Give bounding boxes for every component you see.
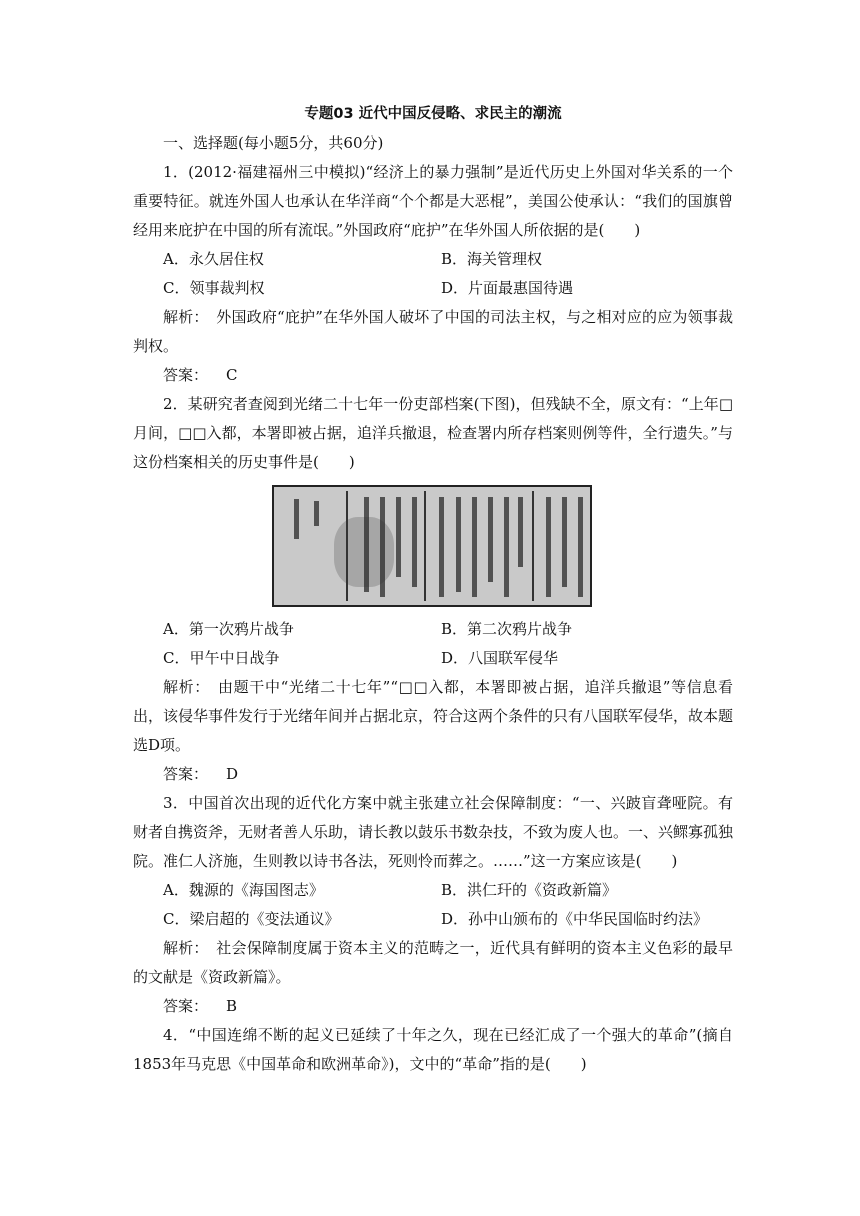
question-2-stem: 2．某研究者查阅到光绪二十七年一份吏部档案(下图)，但残缺不全，原文有：“上年□月间，□□入都，本署即被占据，追洋兵撤退，检查署内所存档案则例等件，全行遗失。”与这份档案相关的历史事件是( ) [133,395,733,471]
answer-label: 答案： [163,366,209,384]
ink-stroke [364,497,369,592]
option-b: B．洪仁玕的《资政新篇》 [441,881,618,899]
question-1-analysis: 解析： 外国政府“庇护”在华外国人破坏了中国的司法主权，与之相对应的应为领事裁判权。 [133,308,733,355]
answer-label: 答案： [163,997,209,1015]
ink-stroke [504,497,509,597]
question-1-answer [133,361,733,390]
option-b: B．第二次鸦片战争 [441,620,573,638]
question-2-options-row-1 [133,615,733,644]
ink-stroke [488,497,493,582]
ink-stroke [294,499,299,539]
section-heading: 一、选择题(每小题5分，共60分) [163,134,384,152]
question-3-options-row-1 [133,876,733,905]
ink-stroke [412,497,417,587]
column-rule [532,491,534,601]
page-title: 专题03 近代中国反侵略、求民主的潮流 [304,106,562,122]
option-d: D．孙中山颁布的《中华民国临时约法》 [441,910,709,928]
column-rule [424,491,426,601]
question-3-options-row-2 [133,905,733,934]
question-1-options-row-1 [133,245,733,274]
archive-document-image [272,485,592,607]
question-2-options-row-2 [133,644,733,673]
option-c: C．领事裁判权 [163,279,265,297]
answer-label: 答案： [163,765,209,783]
answer-value: D [226,765,239,783]
question-2-answer [133,760,733,789]
column-rule [346,491,348,601]
question-3-answer [133,992,733,1021]
question-3-stem: 3．中国首次出现的近代化方案中就主张建立社会保障制度：“一、兴跛盲聋哑院。有财者自携资斧，无财者善人乐助，请长教以鼓乐书数杂技，不致为废人也。一、兴鳏寡孤独院。准仁人济施，生则教以诗书各法，死则怜而葬之。……”这一方案应该是( ) [133,794,734,870]
question-1-options-row-2 [133,274,733,303]
question-2-analysis: 解析： 由题干中“光绪二十七年”“□□入都，本署即被占据，追洋兵撤退”等信息看出，该侵华事件发行于光绪年间并占据北京，符合这两个条件的只有八国联军侵华，故本题选D项。 [133,678,734,754]
ink-stroke [472,497,477,597]
document-body [133,100,733,1079]
ink-stroke [546,497,551,597]
question-3-analysis: 解析： 社会保障制度属于资本主义的范畴之一，近代具有鲜明的资本主义色彩的最早的文献是《资政新篇》。 [133,939,733,986]
ink-stroke [562,497,567,587]
option-a: A．永久居住权 [163,250,264,268]
answer-value: C [226,366,238,384]
ink-stroke [456,497,461,592]
answer-value: B [226,997,238,1015]
option-b: B．海关管理权 [441,250,543,268]
ink-stroke [518,497,523,567]
ink-stroke [578,497,583,597]
ink-stroke [396,497,401,577]
option-d: D．片面最惠国待遇 [441,279,574,297]
option-c: C．甲午中日战争 [163,649,280,667]
option-a: A．魏源的《海国图志》 [163,881,324,899]
ink-stroke [314,501,319,526]
question-4-stem: 4．“中国连绵不断的起义已延续了十年之久，现在已经汇成了一个强大的革命”(摘自1853年马克思《中国革命和欧洲革命》)，文中的“革命”指的是( ) [133,1026,733,1073]
ink-stroke [439,497,444,597]
ink-stroke [380,497,385,597]
option-d: D．八国联军侵华 [441,649,559,667]
question-1-stem: 1．(2012·福建福州三中模拟)“经济上的暴力强制”是近代历史上外国对华关系的一个重要特征。就连外国人也承认在华洋商“个个都是大恶棍”，美国公使承认：“我们的国旗曾经用来庇护在中国的所有流氓。”外国政府“庇护”在华外国人所依据的是( ) [133,163,733,239]
option-c: C．梁启超的《变法通议》 [163,910,340,928]
option-a: A．第一次鸦片战争 [163,620,294,638]
